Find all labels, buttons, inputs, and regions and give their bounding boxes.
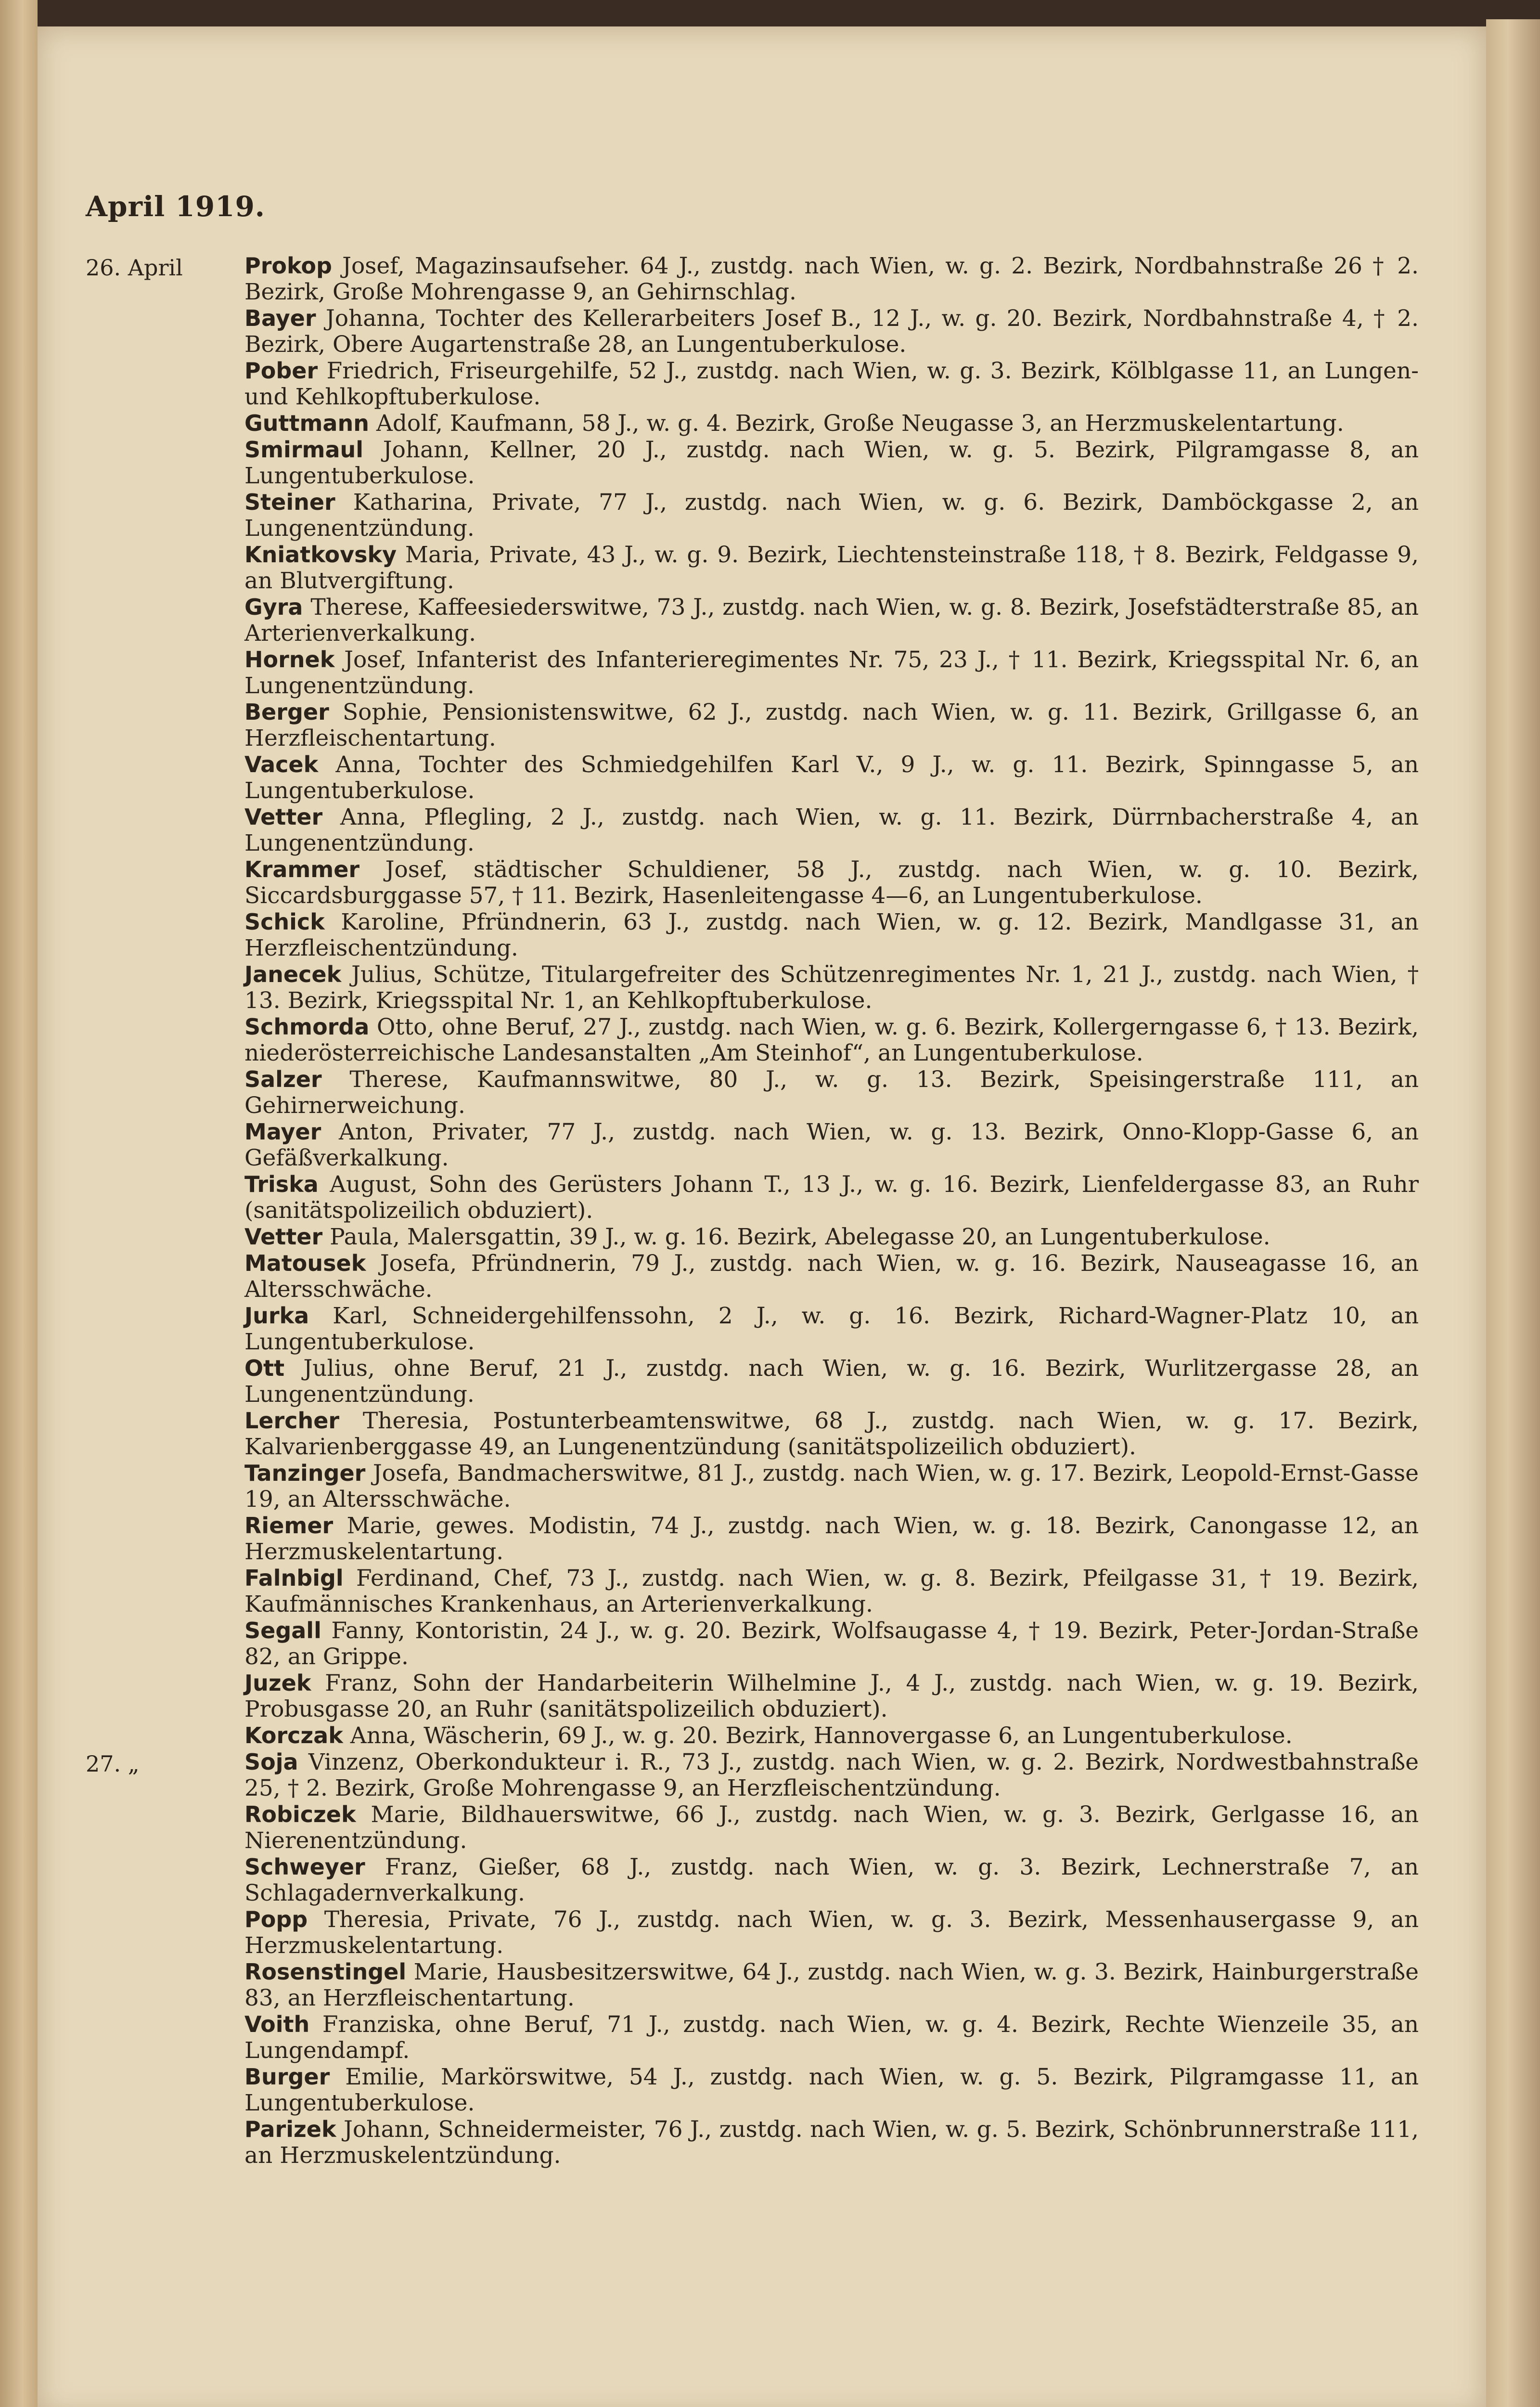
entry-surname: Rosenstingel [244, 1959, 407, 1985]
entry-details: Karl, Schneidergehilfenssohn, 2 J., w. g. 16. Bezirk, Richard-Wagner-Platz 10, an Lungentuberkulose. [244, 1303, 1419, 1355]
entry-text [244, 1408, 1419, 1460]
register-entry [86, 1224, 1419, 1250]
register-entry [86, 1801, 1419, 1854]
register-entry [86, 961, 1419, 1014]
entry-text [244, 2064, 1419, 2116]
right-page-edge [1486, 19, 1540, 2407]
entry-surname: Prokop [244, 253, 332, 279]
register-entry [86, 1618, 1419, 1670]
entry-details: Josefa, Pfründnerin, 79 J., zustdg. nach Wien, w. g. 16. Bezirk, Nauseagasse 16, an Altersschwäche. [244, 1250, 1419, 1303]
entry-surname: Burger [244, 2064, 330, 2090]
entry-surname: Riemer [244, 1513, 334, 1539]
entry-text [244, 2116, 1419, 2169]
register-entry [86, 1303, 1419, 1355]
entry-details: Josef, Magazinsaufseher. 64 J., zustdg. nach Wien, w. g. 2. Bezirk, Nordbahnstraße 26 † 2. Bezirk, Große Mohrengasse 9, an Gehirnschlag. [244, 253, 1419, 305]
entry-details: Anna, Tochter des Schmiedgehilfen Karl V., 9 J., w. g. 11. Bezirk, Spinngasse 5, an Lungentuberkulose. [244, 751, 1419, 804]
register-entry [86, 2011, 1419, 2064]
entry-details: Josefa, Bandmacherswitwe, 81 J., zustdg. nach Wien, w. g. 17. Bezirk, Leopold-Ernst-Gasse 19, an Altersschwäche. [244, 1460, 1419, 1513]
register-entry [86, 253, 1419, 305]
register-entry [86, 699, 1419, 751]
entry-details: Anna, Pflegling, 2 J., zustdg. nach Wien, w. g. 11. Bezirk, Dürrnbacherstraße 4, an Lungenentzündung. [244, 804, 1419, 856]
entry-surname: Juzek [244, 1670, 311, 1696]
register-entry [86, 1250, 1419, 1303]
register-entry [86, 1066, 1419, 1119]
entry-details: Friedrich, Friseurgehilfe, 52 J., zustdg. nach Wien, w. g. 3. Bezirk, Kölblgasse 11, an Lungen- und Kehlkopftuberkulose. [244, 358, 1419, 410]
entry-text [244, 961, 1419, 1014]
entry-surname: Schweyer [244, 1854, 365, 1880]
entry-details: Therese, Kaffeesiederswitwe, 73 J., zustdg. nach Wien, w. g. 8. Bezirk, Josefstädterstraße 85, an Arterienverkalkung. [244, 594, 1419, 647]
entry-details: Karoline, Pfründnerin, 63 J., zustdg. nach Wien, w. g. 12. Bezirk, Mandlgasse 31, an Herzfleischentzündung. [244, 909, 1419, 961]
register-entry [86, 856, 1419, 909]
entry-text [244, 647, 1419, 699]
entry-details: Marie, Bildhauerswitwe, 66 J., zustdg. nach Wien, w. g. 3. Bezirk, Gerlgasse 16, an Nierenentzündung. [244, 1801, 1419, 1854]
entry-details: Franziska, ohne Beruf, 71 J., zustdg. nach Wien, w. g. 4. Bezirk, Rechte Wienzeile 35, an Lungendampf. [244, 2011, 1419, 2064]
entry-details: Johanna, Tochter des Kellerarbeiters Josef B., 12 J., w. g. 20. Bezirk, Nordbahnstraße 4, † 2. Bezirk, Obere Augartenstraße 28, an Lungentuberkulose. [244, 305, 1419, 358]
register-entry [86, 1355, 1419, 1408]
entry-text [244, 1906, 1419, 1959]
entry-text [244, 1171, 1419, 1224]
entry-details: Anton, Privater, 77 J., zustdg. nach Wien, w. g. 13. Bezirk, Onno-Klopp-Gasse 6, an Gefäßverkalkung. [244, 1119, 1419, 1171]
entry-details: Therese, Kaufmannswitwe, 80 J., w. g. 13. Bezirk, Speisingerstraße 111, an Gehirnerweichung. [244, 1066, 1419, 1119]
entry-text [244, 1014, 1419, 1066]
entry-text [244, 253, 1419, 305]
death-register-list [86, 253, 1419, 2169]
entry-text [244, 1355, 1419, 1408]
entry-details: Franz, Sohn der Handarbeiterin Wilhelmine J., 4 J., zustdg. nach Wien, w. g. 19. Bezirk, Probusgasse 20, an Ruhr (sanitätspolizeilich obduziert). [244, 1670, 1419, 1722]
entry-text [244, 1250, 1419, 1303]
page-header: April 1919. [86, 190, 265, 223]
entry-surname: Tanzinger [244, 1460, 366, 1486]
entry-details: Vinzenz, Oberkondukteur i. R., 73 J., zustdg. nach Wien, w. g. 2. Bezirk, Nordwestbahnstraße 25, † 2. Bezirk, Große Mohrengasse 9, an Herzfleischentzündung. [244, 1749, 1419, 1801]
entry-text [244, 410, 1419, 437]
entry-details: Johann, Schneidermeister, 76 J., zustdg. nach Wien, w. g. 5. Bezirk, Schönbrunnerstraße 111, an Herzmuskelentzündung. [244, 2116, 1419, 2169]
entry-surname: Gyra [244, 594, 303, 620]
entry-surname: Ott [244, 1355, 285, 1381]
entry-surname: Krammer [244, 856, 360, 882]
entry-text [244, 1854, 1419, 1906]
entry-text [244, 1224, 1419, 1250]
entry-text [244, 1670, 1419, 1722]
register-entry [86, 751, 1419, 804]
entry-surname: Schmorda [244, 1014, 370, 1040]
register-entry [86, 1119, 1419, 1171]
entry-surname: Bayer [244, 305, 316, 331]
entry-surname: Guttmann [244, 410, 369, 436]
entry-details: Fanny, Kontoristin, 24 J., w. g. 20. Bezirk, Wolfsaugasse 4, † 19. Bezirk, Peter-Jordan-Straße 82, an Grippe. [244, 1618, 1419, 1670]
entry-details: Marie, gewes. Modistin, 74 J., zustdg. nach Wien, w. g. 18. Bezirk, Canongasse 12, an Herzmuskelentartung. [244, 1513, 1419, 1565]
entry-details: Otto, ohne Beruf, 27 J., zustdg. nach Wien, w. g. 6. Bezirk, Kollergerngasse 6, † 13. Bezirk, niederösterreichische Landesanstalten „Am Steinhof“, an Lungentuberkulose. [244, 1014, 1419, 1066]
entry-surname: Berger [244, 699, 329, 725]
entry-details: Josef, Infanterist des Infanterieregimentes Nr. 75, 23 J., † 11. Bezirk, Kriegsspital Nr. 6, an Lungenentzündung. [244, 647, 1419, 699]
register-entry [86, 410, 1419, 437]
register-entry [86, 437, 1419, 489]
entry-details: Emilie, Markörswitwe, 54 J., zustdg. nach Wien, w. g. 5. Bezirk, Pilgramgasse 11, an Lungentuberkulose. [244, 2064, 1419, 2116]
entry-text [244, 1513, 1419, 1565]
register-entry [86, 1854, 1419, 1906]
entry-date: 26. April [86, 255, 183, 281]
entry-surname: Segall [244, 1618, 321, 1643]
entry-surname: Triska [244, 1171, 319, 1197]
entry-text [244, 1460, 1419, 1513]
register-entry [86, 1171, 1419, 1224]
entry-details: Julius, Schütze, Titulargefreiter des Schützenregimentes Nr. 1, 21 J., zustdg. nach Wien, † 13. Bezirk, Kriegsspital Nr. 1, an Kehlkopftuberkulose. [244, 961, 1419, 1014]
register-entry [86, 1014, 1419, 1066]
entry-details: Franz, Gießer, 68 J., zustdg. nach Wien, w. g. 3. Bezirk, Lechnerstraße 7, an Schlagadernverkalkung. [244, 1854, 1419, 1906]
entry-surname: Lercher [244, 1408, 340, 1434]
entry-text [244, 1066, 1419, 1119]
entry-text [244, 856, 1419, 909]
entry-text [244, 594, 1419, 647]
register-entry [86, 647, 1419, 699]
entry-details: Marie, Hausbesitzerswitwe, 64 J., zustdg. nach Wien, w. g. 3. Bezirk, Hainburgerstraße 83, an Herzfleischentartung. [244, 1959, 1419, 2011]
entry-details: Paula, Malersgattin, 39 J., w. g. 16. Bezirk, Abelegasse 20, an Lungentuberkulose. [330, 1224, 1270, 1250]
entry-details: Maria, Private, 43 J., w. g. 9. Bezirk, Liechtensteinstraße 118, † 8. Bezirk, Feldgasse 9, an Blutvergiftung. [244, 542, 1419, 594]
document-page [38, 26, 1486, 2407]
register-entry [86, 2116, 1419, 2169]
left-page-edge [0, 0, 38, 2407]
entry-text [244, 437, 1419, 489]
register-entry [86, 1959, 1419, 2011]
entry-surname: Pober [244, 358, 318, 384]
entry-surname: Hornek [244, 647, 335, 673]
entry-surname: Vacek [244, 751, 319, 777]
entry-surname: Jurka [244, 1303, 309, 1329]
register-entry [86, 1749, 1419, 1801]
entry-surname: Janecek [244, 961, 342, 987]
register-entry [86, 1670, 1419, 1722]
entry-text [244, 358, 1419, 410]
register-entry [86, 909, 1419, 961]
entry-surname: Schick [244, 909, 325, 935]
entry-surname: Kniatkovsky [244, 542, 397, 568]
entry-surname: Vetter [244, 804, 323, 830]
entry-surname: Popp [244, 1906, 308, 1932]
entry-text [244, 751, 1419, 804]
entry-text [244, 2011, 1419, 2064]
register-entry [86, 489, 1419, 542]
entry-text [244, 489, 1419, 542]
register-entry [86, 1408, 1419, 1460]
entry-details: Sophie, Pensionistenswitwe, 62 J., zustdg. nach Wien, w. g. 11. Bezirk, Grillgasse 6, an Herzfleischentartung. [244, 699, 1419, 751]
entry-text [244, 1303, 1419, 1355]
entry-surname: Parizek [244, 2116, 336, 2142]
entry-text [244, 1722, 1419, 1749]
register-entry [86, 358, 1419, 410]
entry-text [244, 909, 1419, 961]
register-entry [86, 2064, 1419, 2116]
entry-details: August, Sohn des Gerüsters Johann T., 13 J., w. g. 16. Bezirk, Lienfeldergasse 83, an Ruhr (sanitätspolizeilich obduziert). [244, 1171, 1419, 1224]
register-entry [86, 1906, 1419, 1959]
entry-details: Julius, ohne Beruf, 21 J., zustdg. nach Wien, w. g. 16. Bezirk, Wurlitzergasse 28, an Lungenentzündung. [244, 1355, 1419, 1408]
entry-details: Ferdinand, Chef, 73 J., zustdg. nach Wien, w. g. 8. Bezirk, Pfeilgasse 31, † 19. Bezirk, Kaufmännisches Krankenhaus, an Arterienverkalkung. [244, 1565, 1419, 1618]
entry-date: 27. „ [86, 1751, 140, 1777]
entry-surname: Matousek [244, 1250, 366, 1276]
entry-text [244, 542, 1419, 594]
entry-text [244, 1119, 1419, 1171]
entry-text [244, 1801, 1419, 1854]
entry-text [244, 804, 1419, 856]
register-entry [86, 1460, 1419, 1513]
entry-surname: Korczak [244, 1722, 343, 1748]
register-entry [86, 305, 1419, 358]
entry-details: Katharina, Private, 77 J., zustdg. nach Wien, w. g. 6. Bezirk, Damböckgasse 2, an Lungenentzündung. [244, 489, 1419, 542]
entry-surname: Soja [244, 1749, 298, 1775]
entry-details: Josef, städtischer Schuldiener, 58 J., zustdg. nach Wien, w. g. 10. Bezirk, Siccardsburggasse 57, † 11. Bezirk, Hasenleitengasse 4—6, an Lungentuberkulose. [244, 856, 1419, 909]
entry-surname: Robiczek [244, 1801, 356, 1827]
register-entry [86, 1513, 1419, 1565]
entry-surname: Salzer [244, 1066, 322, 1092]
register-entry [86, 1722, 1419, 1749]
entry-surname: Mayer [244, 1119, 321, 1145]
entry-text [244, 1959, 1419, 2011]
entry-details: Anna, Wäscherin, 69 J., w. g. 20. Bezirk, Hannovergasse 6, an Lungentuberkulose. [350, 1722, 1293, 1749]
register-entry [86, 542, 1419, 594]
entry-text [244, 1618, 1419, 1670]
entry-details: Adolf, Kaufmann, 58 J., w. g. 4. Bezirk, Große Neugasse 3, an Herzmuskelentartung. [376, 410, 1344, 437]
entry-text [244, 1565, 1419, 1618]
register-entry [86, 804, 1419, 856]
entry-text [244, 305, 1419, 358]
entry-details: Theresia, Postunterbeamtenswitwe, 68 J., zustdg. nach Wien, w. g. 17. Bezirk, Kalvarienberggasse 49, an Lungenentzündung (sanitätspolizeilich obduziert). [244, 1408, 1419, 1460]
entry-surname: Voith [244, 2011, 310, 2037]
entry-text [244, 1749, 1419, 1801]
entry-surname: Vetter [244, 1224, 323, 1250]
entry-details: Johann, Kellner, 20 J., zustdg. nach Wien, w. g. 5. Bezirk, Pilgramgasse 8, an Lungentuberkulose. [244, 437, 1419, 489]
entry-details: Theresia, Private, 76 J., zustdg. nach Wien, w. g. 3. Bezirk, Messenhausergasse 9, an Herzmuskelentartung. [244, 1906, 1419, 1959]
register-entry [86, 594, 1419, 647]
register-entry [86, 1565, 1419, 1618]
entry-surname: Smirmaul [244, 437, 364, 463]
entry-text [244, 699, 1419, 751]
entry-surname: Falnbigl [244, 1565, 344, 1591]
entry-surname: Steiner [244, 489, 335, 515]
